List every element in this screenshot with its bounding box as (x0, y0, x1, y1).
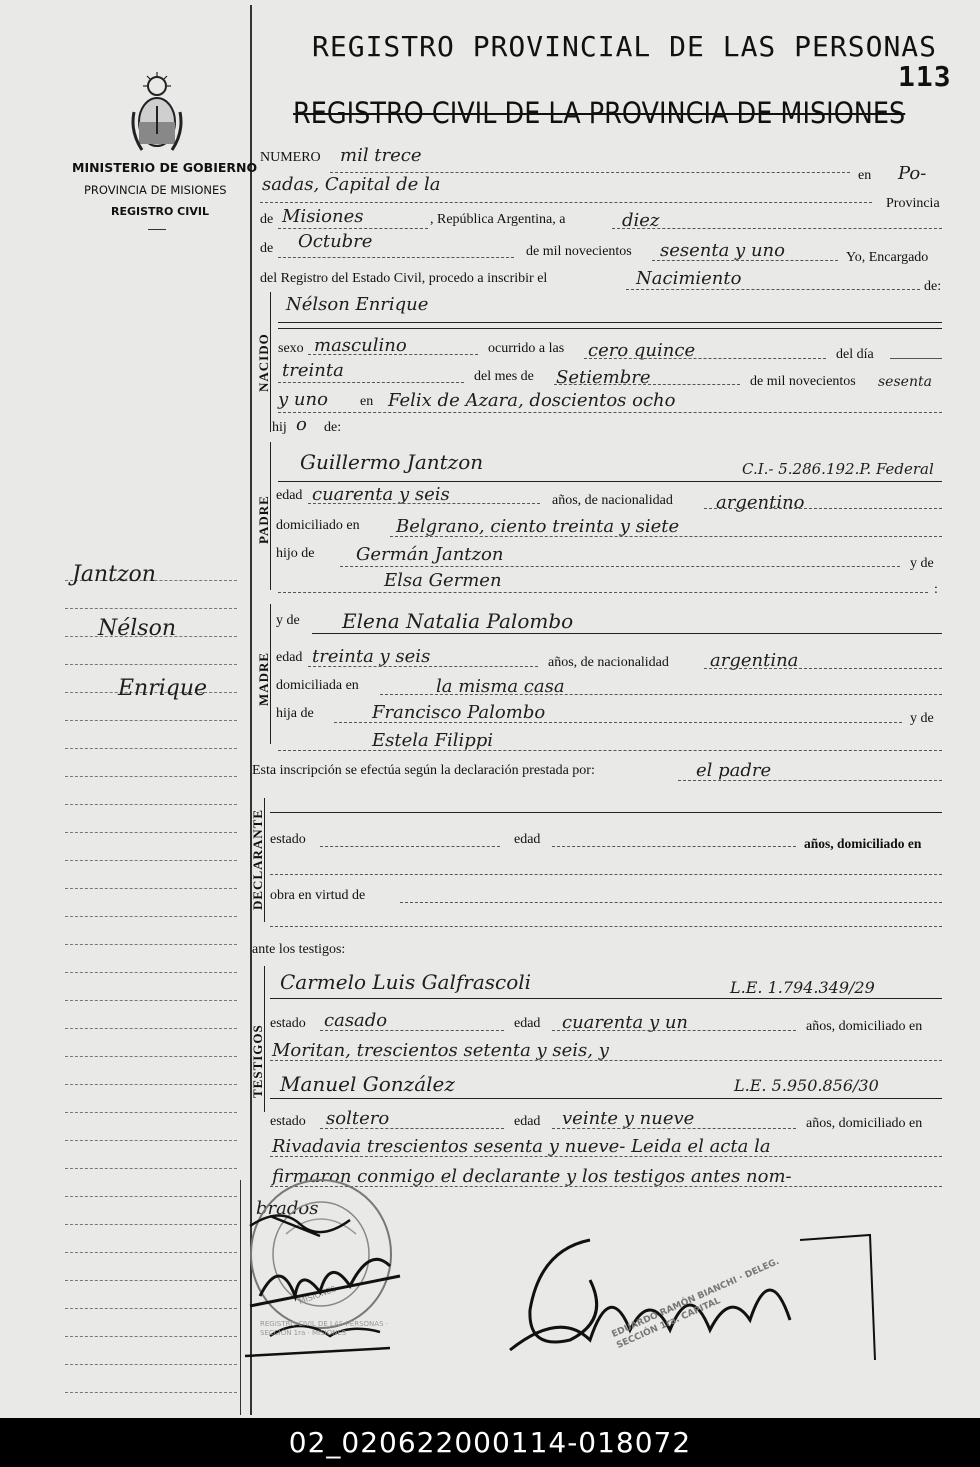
declaracion-value: el padre (696, 760, 772, 781)
testigo1-edad: cuarenta y un (562, 1012, 689, 1033)
testigo1-name: Carmelo Luis Galfrascoli (280, 970, 532, 994)
mil-label: de mil novecientos (750, 374, 856, 389)
padre-dom-label: domiciliado en (276, 518, 360, 533)
declarante-edad-label: edad (514, 832, 541, 847)
dia-value: treinta (282, 360, 344, 381)
registry-label: REGISTRO CIVIL (111, 205, 209, 218)
testigo1-estado: casado (324, 1010, 388, 1031)
officer-stamp-text: EDUARDO RAMÓN BIANCHI · DELEG. SECCIÓN 1ra. CAPITAL (610, 1256, 781, 1352)
lugar-value: Felix de Azara, doscientos ocho (388, 390, 676, 411)
testigo2-estado-label: estado (270, 1114, 306, 1129)
padre-edad-label: edad (276, 488, 303, 503)
de3-label: de: (924, 279, 942, 294)
testigo2-edad: veinte y nueve (562, 1108, 695, 1129)
testigo1-edad-label: edad (514, 1016, 541, 1031)
testigo1-doc: L.E. 1.794.349/29 (730, 978, 875, 997)
year-value: sesenta y uno (660, 240, 785, 261)
madre-y-de2-label: y de (910, 711, 934, 726)
numero-value: mil trece (340, 145, 422, 166)
madre-section-label: MADRE (256, 651, 271, 706)
seal-text-holder (260, 1320, 400, 1338)
sexo-value: masculino (314, 335, 407, 356)
testigo2-doc: L.E. 5.950.856/30 (734, 1076, 879, 1095)
padre-section-label: PADRE (256, 495, 271, 544)
del-mes-label: del mes de (474, 369, 534, 384)
testigos-section-label: TESTIGOS (250, 1024, 265, 1098)
mes-value: Setiembre (556, 367, 651, 388)
declarante-section-label: DECLARANTE (250, 808, 265, 910)
de-label-nacido: de: (324, 420, 342, 435)
ministry-label: MINISTERIO DE GOBIERNO (72, 160, 258, 175)
madre-y-de-label: y de (276, 613, 300, 628)
nacido-name: Nélson Enrique (286, 294, 429, 315)
month-value: Octubre (298, 231, 373, 252)
svg-text:MISIONES: MISIONES (297, 1284, 338, 1307)
padre-edad-value: cuarenta y seis (312, 484, 450, 505)
margin-surname: Jantzon (72, 562, 156, 587)
numero-label: NUMERO (260, 150, 321, 165)
footer-code: 02_020622000114-018072 (0, 1418, 980, 1467)
testigo2-anios-label: años, domiciliado en (806, 1116, 923, 1131)
padre-nac-label: años, de nacionalidad (552, 493, 673, 508)
padre-hijo-label: hijo de (276, 546, 315, 561)
testigo1-dom: Moritan, trescientos setenta y seis, y (272, 1040, 609, 1061)
padre-dom-value: Belgrano, ciento treinta y siete (396, 516, 680, 537)
testigo2-dom: Rivadavia trescientos sesenta y nueve- Leida el acta la (272, 1136, 771, 1157)
anio-value-a: sesenta (878, 374, 932, 390)
seal-text: REGISTRO CIVIL DE LAS PERSONAS · SECCIÓN 1ra · MISIONES (260, 1320, 388, 1337)
provincia-label: Provincia (886, 196, 940, 211)
en-label-nacido: en (360, 394, 374, 409)
madre-madre-value: Estela Filippi (372, 730, 494, 751)
testigo2-estado: soltero (326, 1108, 390, 1129)
madre-dom-value: la misma casa (436, 676, 565, 697)
page-number: 113 (898, 60, 952, 93)
act-value: Nacimiento (636, 268, 742, 289)
yo-label: Yo, Encargado (846, 250, 929, 265)
day-value: diez (622, 210, 660, 231)
padre-hijo-value: Germán Jantzon (356, 544, 504, 565)
registry-underline (148, 229, 166, 230)
year-label: de mil novecientos (526, 244, 632, 259)
declarante-estado-label: estado (270, 832, 306, 847)
madre-hija-value: Francisco Palombo (372, 702, 546, 723)
argentine-coat-of-arms-icon (128, 72, 186, 156)
madre-name: Elena Natalia Palombo (342, 609, 574, 633)
del-dia-label: del día (836, 347, 874, 362)
signature-left (240, 1196, 420, 1366)
registry-label-line: del Registro del Estado Civil, procedo a inscribir el (260, 271, 548, 286)
padre-y-de-label: y de (910, 556, 934, 571)
republica-label: , República Argentina, a (430, 212, 566, 227)
province-value: Misiones (282, 206, 364, 227)
madre-nac-value: argentina (710, 650, 799, 671)
declaracion-label: Esta inscripción se efectúa según la declaración prestada por: (252, 763, 595, 778)
testigo1-estado-label: estado (270, 1016, 306, 1031)
hijo-label: hij (272, 420, 287, 435)
ocurrido-label: ocurrido a las (488, 341, 565, 356)
nacido-section-label: NACIDO (256, 333, 271, 392)
testigo1-anios-label: años, domiciliado en (806, 1019, 923, 1034)
padre-nac-value: argentino (716, 492, 805, 513)
madre-hija-label: hija de (276, 706, 314, 721)
de2-label: de (260, 241, 274, 256)
margin-name2: Enrique (118, 676, 208, 701)
declarante-obra-label: obra en virtud de (270, 888, 366, 903)
margin-name1: Nélson (98, 616, 177, 641)
en-label: en (858, 168, 872, 183)
testigo2-name: Manuel González (280, 1072, 455, 1096)
province-label: PROVINCIA DE MISIONES (84, 183, 227, 197)
madre-edad-value: treinta y seis (312, 646, 431, 667)
city-a: Po- (898, 163, 927, 184)
hora-value: cero quince (588, 340, 696, 361)
madre-edad-label: edad (276, 650, 303, 665)
testigo2-edad-label: edad (514, 1114, 541, 1129)
padre-madre-value: Elsa Germen (384, 570, 502, 591)
de-label: de (260, 212, 274, 227)
sexo-label: sexo (278, 341, 304, 356)
declarante-anios-label: años, domiciliado en (804, 836, 922, 851)
hijo-value: o (296, 414, 307, 435)
padre-colon: : (934, 582, 938, 597)
anio-value-b: y uno (278, 389, 328, 410)
padre-ci: C.I.- 5.286.192.P. Federal (742, 460, 934, 478)
madre-nac-label: años, de nacionalidad (548, 655, 669, 670)
closing-text-2: brados (256, 1198, 319, 1219)
closing-text: firmaron conmigo el declarante y los testigos antes nom- (272, 1166, 792, 1187)
madre-dom-label: domiciliada en (276, 678, 359, 693)
city-b: sadas, Capital de la (262, 174, 441, 195)
title-struck: REGISTRO CIVIL DE LA PROVINCIA DE MISIONES (293, 96, 906, 130)
testigos-intro: ante los testigos: (252, 942, 346, 957)
title-main: REGISTRO PROVINCIAL DE LAS PERSONAS (312, 30, 938, 63)
padre-name: Guillermo Jantzon (300, 450, 484, 474)
